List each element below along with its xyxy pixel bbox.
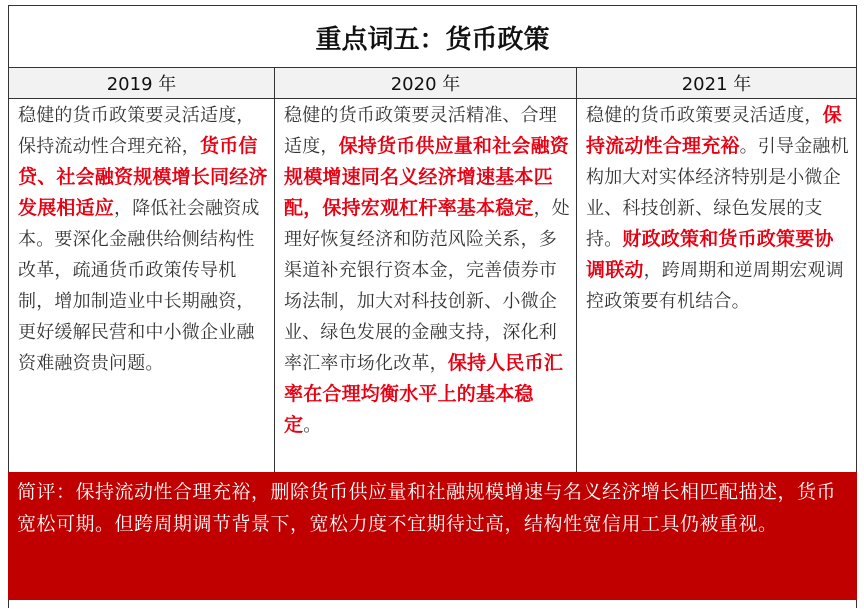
table-bottom-border [8, 600, 857, 608]
text-segment: ，处理好恢复经济和防范风险关系，多渠道补充银行资本金，完善债券市场法制，加大对科技创新、小微企业、绿色发展的金融支持，深化利率汇率市场化改革， [284, 198, 571, 374]
text-segment: 。 [303, 415, 322, 436]
highlight-segment: 财政政策和货币政策要协调联动 [586, 228, 834, 281]
highlight-segment: 保持货币供应量和社会融资规模增速同名义经济增速基本匹配，保持宏观杠杆率基本稳定 [284, 135, 570, 219]
policy-text-2020 [275, 98, 577, 472]
text-segment: ，降低社会融资成本。要深化金融供给侧结构性改革，疏通货币政策传导机制，增加制造业中长期融资，更好缓解民营和中小微企业融资难融资贵问题。 [18, 198, 260, 374]
text-segment: 稳健的货币政策要灵活适度，保持流动性合理充裕， [18, 105, 255, 157]
text-segment: 稳健的货币政策要灵活适度， [586, 105, 823, 126]
table-title: 重点词五：货币政策 [8, 5, 857, 68]
policy-text-2021 [577, 98, 856, 472]
text-segment: 稳健的货币政策要灵活精准、合理适度， [284, 105, 557, 157]
policy-text-2019 [9, 98, 275, 472]
year-header-row [8, 67, 857, 99]
year-header-2019: 2019 年 [9, 68, 275, 98]
year-header-2021: 2021 年 [681, 74, 752, 95]
highlight-segment: 保持流动性合理充裕 [586, 104, 842, 157]
highlight-segment: 保持人民币汇率在合理均衡水平上的基本稳定 [284, 352, 564, 436]
policy-text-row [8, 98, 857, 472]
text-segment: 。引导金融机构加大对实体经济特别是小微企业、科技创新、绿色发展的支持。 [586, 136, 849, 250]
year-header-2020: 2020 年 [275, 68, 577, 98]
highlight-segment: 货币信贷、社会融资规模增长同经济发展相适应 [18, 135, 268, 219]
comment-box: 简评：保持流动性合理充裕，删除货币供应量和社融规模增速与名义经济增长相匹配描述，货币宽松可期。但跨周期调节背景下，宽松力度不宜期待过高，结构性宽信用工具仍被重视。 [8, 472, 857, 600]
text-segment: ，跨周期和逆周期宏观调控政策要有机结合。 [586, 260, 844, 312]
policy-table [8, 5, 857, 608]
